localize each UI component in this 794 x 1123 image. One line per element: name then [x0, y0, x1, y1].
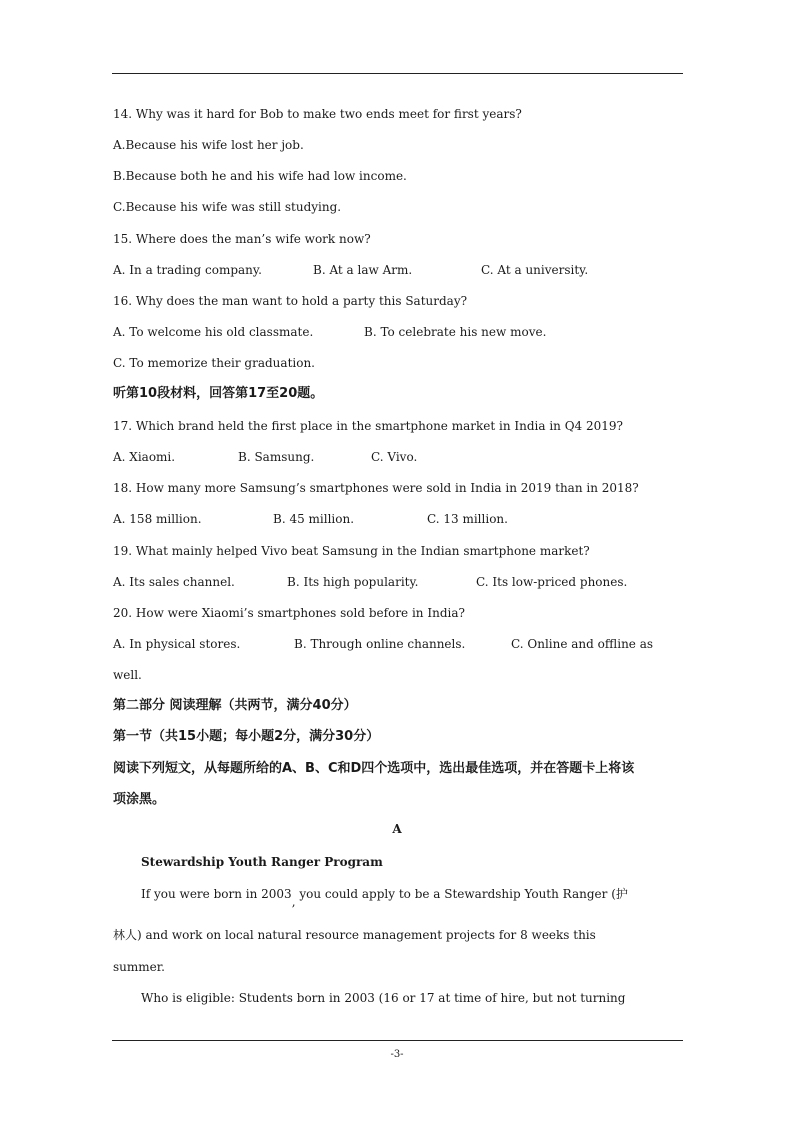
passage-p2-line1: Who is eligible: Students born in 2003 (16 or 17 at time of hire, but not turning [141, 991, 626, 1005]
footer-rule [112, 1040, 683, 1041]
q14-option-b: B.Because both he and his wife had low income. [113, 169, 407, 183]
question-20: 20. How were Xiaomi’s smartphones sold before in India? [113, 606, 465, 620]
question-15: 15. Where does the man’s wife work now? [113, 232, 371, 246]
q15-option-b: B. At a law Arm. [313, 263, 413, 277]
q16-option-c: C. To memorize their graduation. [113, 356, 315, 370]
question-16: 16. Why does the man want to hold a party this Saturday? [113, 294, 468, 308]
q20-option-a: A. In physical stores. [113, 637, 241, 651]
q17-options [113, 449, 417, 465]
q16-options [113, 324, 546, 340]
passage-p1-line2: 林人) and work on local natural resource management projects for 8 weeks this [113, 928, 596, 942]
q15-options [113, 262, 588, 278]
q20-options [113, 636, 653, 652]
q15-option-a: A. In a trading company. [113, 263, 262, 277]
header-rule [112, 73, 683, 74]
question-14: 14. Why was it hard for Bob to make two ends meet for first years? [113, 107, 522, 121]
q18-option-a: A. 158 million. [113, 512, 202, 526]
q19-option-a: A. Its sales channel. [113, 575, 235, 589]
passage-p1-line1-end: you could apply to be a Stewardship Youth Ranger (护 [295, 887, 628, 901]
q17-option-b: B. Samsung. [238, 450, 315, 464]
passage-p1-line1-start: If you were born in 2003 [141, 887, 292, 901]
q17-option-a: A. Xiaomi. [113, 450, 176, 464]
q14-option-a: A.Because his wife lost her job. [113, 138, 304, 152]
q19-options [113, 574, 627, 590]
part2-instruction-line2: 项涂黑。 [113, 792, 166, 807]
part2-instruction-line1: 阅读下列短文，从每题所给的A、B、C和D四个选项中，选出最佳选项，并在答题卡上将该 [113, 761, 635, 776]
passage-title: Stewardship Youth Ranger Program [141, 855, 383, 869]
q18-option-b: B. 45 million. [273, 512, 355, 526]
passage-p1-line3: summer. [113, 960, 165, 974]
q18-option-c: C. 13 million. [427, 512, 508, 526]
q20-option-c-continued: well. [113, 668, 142, 682]
part2-section1: 第一节（共15小题；每小题2分，满分30分） [113, 729, 380, 744]
question-19: 19. What mainly helped Vivo beat Samsung in the Indian smartphone market? [113, 544, 590, 558]
passage-p1-line1 [141, 886, 628, 909]
q20-option-b: B. Through online channels. [294, 637, 466, 651]
q15-option-c: C. At a university. [481, 263, 589, 277]
part2-heading: 第二部分 阅读理解（共两节，满分40分） [113, 698, 357, 713]
q14-option-c: C.Because his wife was still studying. [113, 200, 342, 214]
page-number: -3- [390, 1049, 404, 1060]
passage-label: A [392, 822, 402, 836]
q19-option-c: C. Its low-priced phones. [476, 575, 628, 589]
q18-options [113, 511, 508, 527]
question-18: 18. How many more Samsung’s smartphones were sold in India in 2019 than in 2018? [113, 481, 639, 495]
passage-p1-comma: , [291, 895, 296, 909]
q16-option-b: B. To celebrate his new move. [364, 325, 547, 339]
section-note: 听第10段材料，回答第17至20题。 [113, 386, 324, 401]
q16-option-a: A. To welcome his old classmate. [113, 325, 314, 339]
question-17: 17. Which brand held the first place in the smartphone market in India in Q4 2019? [113, 419, 623, 433]
q19-option-b: B. Its high popularity. [287, 575, 419, 589]
q20-option-c: C. Online and offline as [511, 637, 654, 651]
q17-option-c: C. Vivo. [371, 450, 418, 464]
